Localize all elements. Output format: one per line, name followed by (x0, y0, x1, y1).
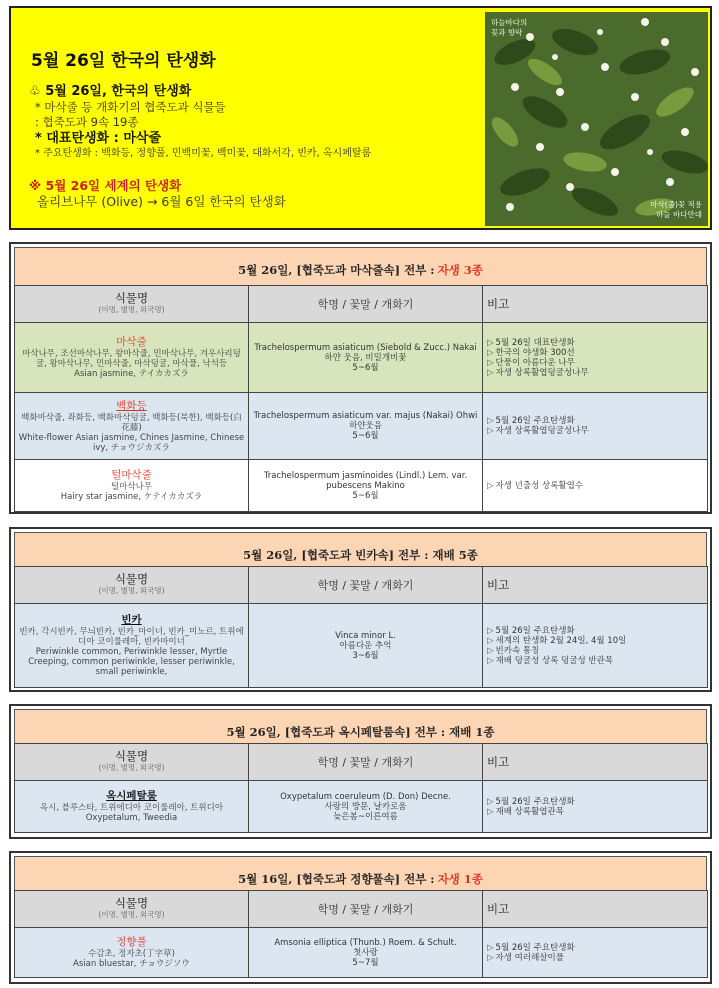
plant-name-cell (15, 781, 249, 833)
col-note-header: 비고 (483, 567, 708, 604)
section-title: 5월 26일, [협죽도과 옥시페탈룸속] 전부 : 재배 1종 (14, 709, 707, 755)
clover-icon: ♧ (29, 84, 41, 99)
plant-name-cell (15, 604, 249, 688)
plant-sci-cell (249, 928, 483, 978)
section-title: 5월 26일, [협죽도과 빈카속] 전부 : 재배 5종 (14, 532, 707, 578)
table-header-row (15, 286, 708, 323)
section-accent: 자생 1종 (437, 872, 483, 886)
col-sci-header: 학명 / 꽃말 / 개화기 (249, 286, 483, 323)
note-line: ▷ 5월 26일 주요탄생화 (487, 625, 575, 636)
note-line: ▷ 5월 26일 대표탄생화 (487, 337, 575, 348)
korea-birth-flower-block (29, 84, 371, 162)
plant-name: 빈카 (121, 614, 142, 626)
plant-aliases: 빈카, 각시빈카, 무늬빈카, 빈카_마이너, 빈카_미노르, 트위에디아 코이룰레아, 빈카마이너 (19, 627, 244, 647)
flower-photo (485, 12, 708, 226)
table-row (15, 460, 708, 512)
plant-sci-cell (249, 323, 483, 393)
note-line: ▷ 자생 넌출성 상록활엽수 (487, 480, 584, 491)
plant-table (14, 285, 708, 512)
plant-aliases: 옥시, 블루스타, 트위에디아 코이룰레아, 트위디아 (39, 803, 224, 813)
plant-foreign-names: Oxypetalum, Tweedia (85, 813, 178, 823)
representative-flower: * 대표탄생화 : 마삭줄 (35, 130, 162, 146)
col-note-header: 비고 (483, 286, 708, 323)
col-note-header: 비고 (483, 891, 708, 928)
bloom-period: 늦은봄~이른여름 (333, 811, 398, 822)
section-amsonia (9, 851, 712, 984)
flower-meaning: 하얀 웃음, 비밀개비꽃 (324, 352, 407, 363)
bloom-period: 5~6월 (352, 362, 379, 373)
photo-caption-top: 하늘바다의 꽃과 향락 (491, 18, 528, 37)
plant-name-cell (15, 460, 249, 512)
header-panel (9, 6, 712, 230)
world-birth-flower-block (29, 178, 286, 210)
col-name-header: 식물명 (이명, 별명, 외국명) (15, 891, 249, 928)
korea-heading: ♧ 5월 26일, 한국의 탄생화 (29, 84, 192, 99)
note-line: ▷ 자생 여러해살이풀 (487, 952, 564, 963)
section-title: 5월 26일, [협죽도과 마삭줄속] 전부 : 자생 3종 (14, 247, 707, 293)
plant-name: 옥시페탈룸 (106, 790, 157, 802)
table-row (15, 604, 708, 688)
note-line: ▷ 5월 26일 주요탄생화 (487, 796, 575, 807)
plant-foreign-names: Hairy star jasmine, ケテイカカズラ (60, 492, 203, 502)
plant-aliases: 마삭나무, 조선마삭나무, 왕마삭줄, 민마삭나무, 겨우사리덩굴, 왕마삭나무, 민마삭줄, 마삭덩굴, 마삭풀, 낙석등 (22, 349, 241, 369)
col-sci-header: 학명 / 꽃말 / 개화기 (249, 567, 483, 604)
plant-foreign-names: White-flower Asian jasmine, Chines Jasmine, Chinese ivy, チョウジカズラ (18, 432, 245, 453)
col-sci-header: 학명 / 꽃말 / 개화기 (249, 744, 483, 781)
plant-aliases: 수감초, 정자초(丁字草) (88, 949, 175, 959)
plant-note-cell (483, 928, 708, 978)
note-line: ▷ 재배 덩굴성 상록 덩굴성 반관목 (487, 655, 614, 666)
section-oxypetalum (9, 704, 712, 839)
bloom-period: 5~6월 (352, 490, 379, 501)
scientific-name: Vinca minor L. (335, 630, 396, 641)
page-title: 5월 26일 한국의 탄생화 (31, 51, 216, 71)
plant-note-cell (483, 393, 708, 460)
flower-meaning: 아름다운 추억 (339, 640, 392, 651)
plant-note-cell (483, 781, 708, 833)
plant-name-cell (15, 323, 249, 393)
plant-sci-cell (249, 604, 483, 688)
plant-sci-cell (249, 393, 483, 460)
table-row (15, 393, 708, 460)
note-line: ▷ 5월 26일 주요탄생화 (487, 942, 575, 953)
section-vinca (9, 527, 712, 692)
plant-table (14, 743, 708, 833)
flower-meaning: 사랑의 방문, 날카로움 (324, 801, 407, 812)
note-line: ▷ 한국의 야생화 300선 (487, 347, 575, 358)
bloom-period: 3~6월 (352, 650, 379, 661)
section-accent: 자생 3종 (437, 263, 483, 277)
plant-aliases: 백화마삭줄, 좌화등, 백화마삭덩굴, 백화등(북한), 백화등(白花藤) (21, 412, 242, 433)
flower-meaning: 하얀웃음 (349, 421, 382, 431)
jasmine-flower-image (485, 12, 708, 226)
world-heading: ※ 5월 26일 세계의 탄생화 (29, 178, 182, 193)
scientific-name: Trachelospermum jasminoides (Lindl.) Lem. var. pubescens Makino (263, 470, 468, 491)
section-title: 5월 16일, [협죽도과 정향풀속] 전부 : 자생 1종 (14, 856, 707, 902)
plant-name: 백화등 (116, 399, 147, 412)
plant-table (14, 566, 708, 688)
section-trachelospermum (9, 242, 712, 514)
plant-sci-cell (249, 781, 483, 833)
flower-meaning: 첫사랑 (353, 947, 378, 958)
plant-aliases: 털마삭나무 (110, 482, 153, 492)
plant-foreign-names: Periwinkle common, Periwinkle lesser, Myrtle Creeping, common periwinkle, lesser periwinkle, small periwinkle, (28, 647, 235, 677)
plant-note-cell (483, 460, 708, 512)
note-line: ▷ 세계의 탄생화 2월 24일, 4월 10일 (487, 635, 627, 646)
bloom-period: 5~6월 (352, 431, 379, 441)
plant-foreign-names: Asian jasmine, テイカカズラ (74, 369, 189, 379)
scientific-name: Oxypetalum coeruleum (D. Don) Decne. (280, 791, 451, 802)
col-sci-header: 학명 / 꽃말 / 개화기 (249, 891, 483, 928)
table-header-row (15, 567, 708, 604)
plant-name: 정향풀 (116, 936, 147, 948)
note-line: ▷ 자생 상록활엽덩굴성나무 (487, 426, 589, 436)
col-note-header: 비고 (483, 744, 708, 781)
note-line: ▷ 빈카속 통칭 (487, 645, 540, 656)
plant-note-cell (483, 604, 708, 688)
scientific-name: Trachelospermum asiaticum (Siebold & Zucc.) Nakai (254, 342, 477, 353)
plant-name: 마삭줄 (116, 336, 147, 348)
plant-note-cell (483, 323, 708, 393)
col-name-header: 식물명 (이명, 별명, 외국명) (15, 744, 249, 781)
bloom-period: 5~7월 (352, 957, 379, 968)
plant-table (14, 890, 708, 978)
note-line: ▷ 자생 상록활엽덩굴성나무 (487, 367, 589, 378)
scientific-name: Amsonia elliptica (Thunb.) Roem. & Schult. (274, 937, 457, 948)
korea-count: : 협죽도과 9속 19종 (35, 115, 139, 129)
table-header-row (15, 744, 708, 781)
main-flowers: * 주요탄생화 : 백화등, 정향풀, 민백미꽃, 백미꽃, 대화서각, 빈카, 옥시페탈룸 (35, 148, 372, 159)
plant-name-cell (15, 393, 249, 460)
note-line: ▷ 재배 상록활엽관목 (487, 806, 564, 817)
note-line: ▷ 5월 26일 주요탄생화 (487, 416, 575, 426)
col-name-header: 식물명 (이명, 별명, 외국명) (15, 567, 249, 604)
table-header-row (15, 891, 708, 928)
plant-foreign-names: Asian bluestar, チョウジソウ (73, 959, 190, 969)
photo-caption-bottom: 마삭(줄)꽃 적용 하늘 바다만대 (650, 200, 702, 219)
plant-name-cell (15, 928, 249, 978)
table-row (15, 781, 708, 833)
scientific-name: Trachelospermum asiaticum var. majus (Nakai) Ohwi (253, 411, 478, 421)
note-line: ▷ 단풍이 아름다운 나무 (487, 357, 575, 368)
table-row (15, 323, 708, 393)
korea-description: * 마삭줄 등 개화기의 협죽도과 식물들 (35, 99, 226, 114)
col-name-header: 식물명 (이명, 별명, 외국명) (15, 286, 249, 323)
plant-name: 털마삭줄 (111, 469, 152, 481)
world-flower-line: 올리브나무 (Olive) → 6월 6일 한국의 탄생화 (37, 194, 286, 209)
plant-sci-cell (249, 460, 483, 512)
table-row (15, 928, 708, 978)
